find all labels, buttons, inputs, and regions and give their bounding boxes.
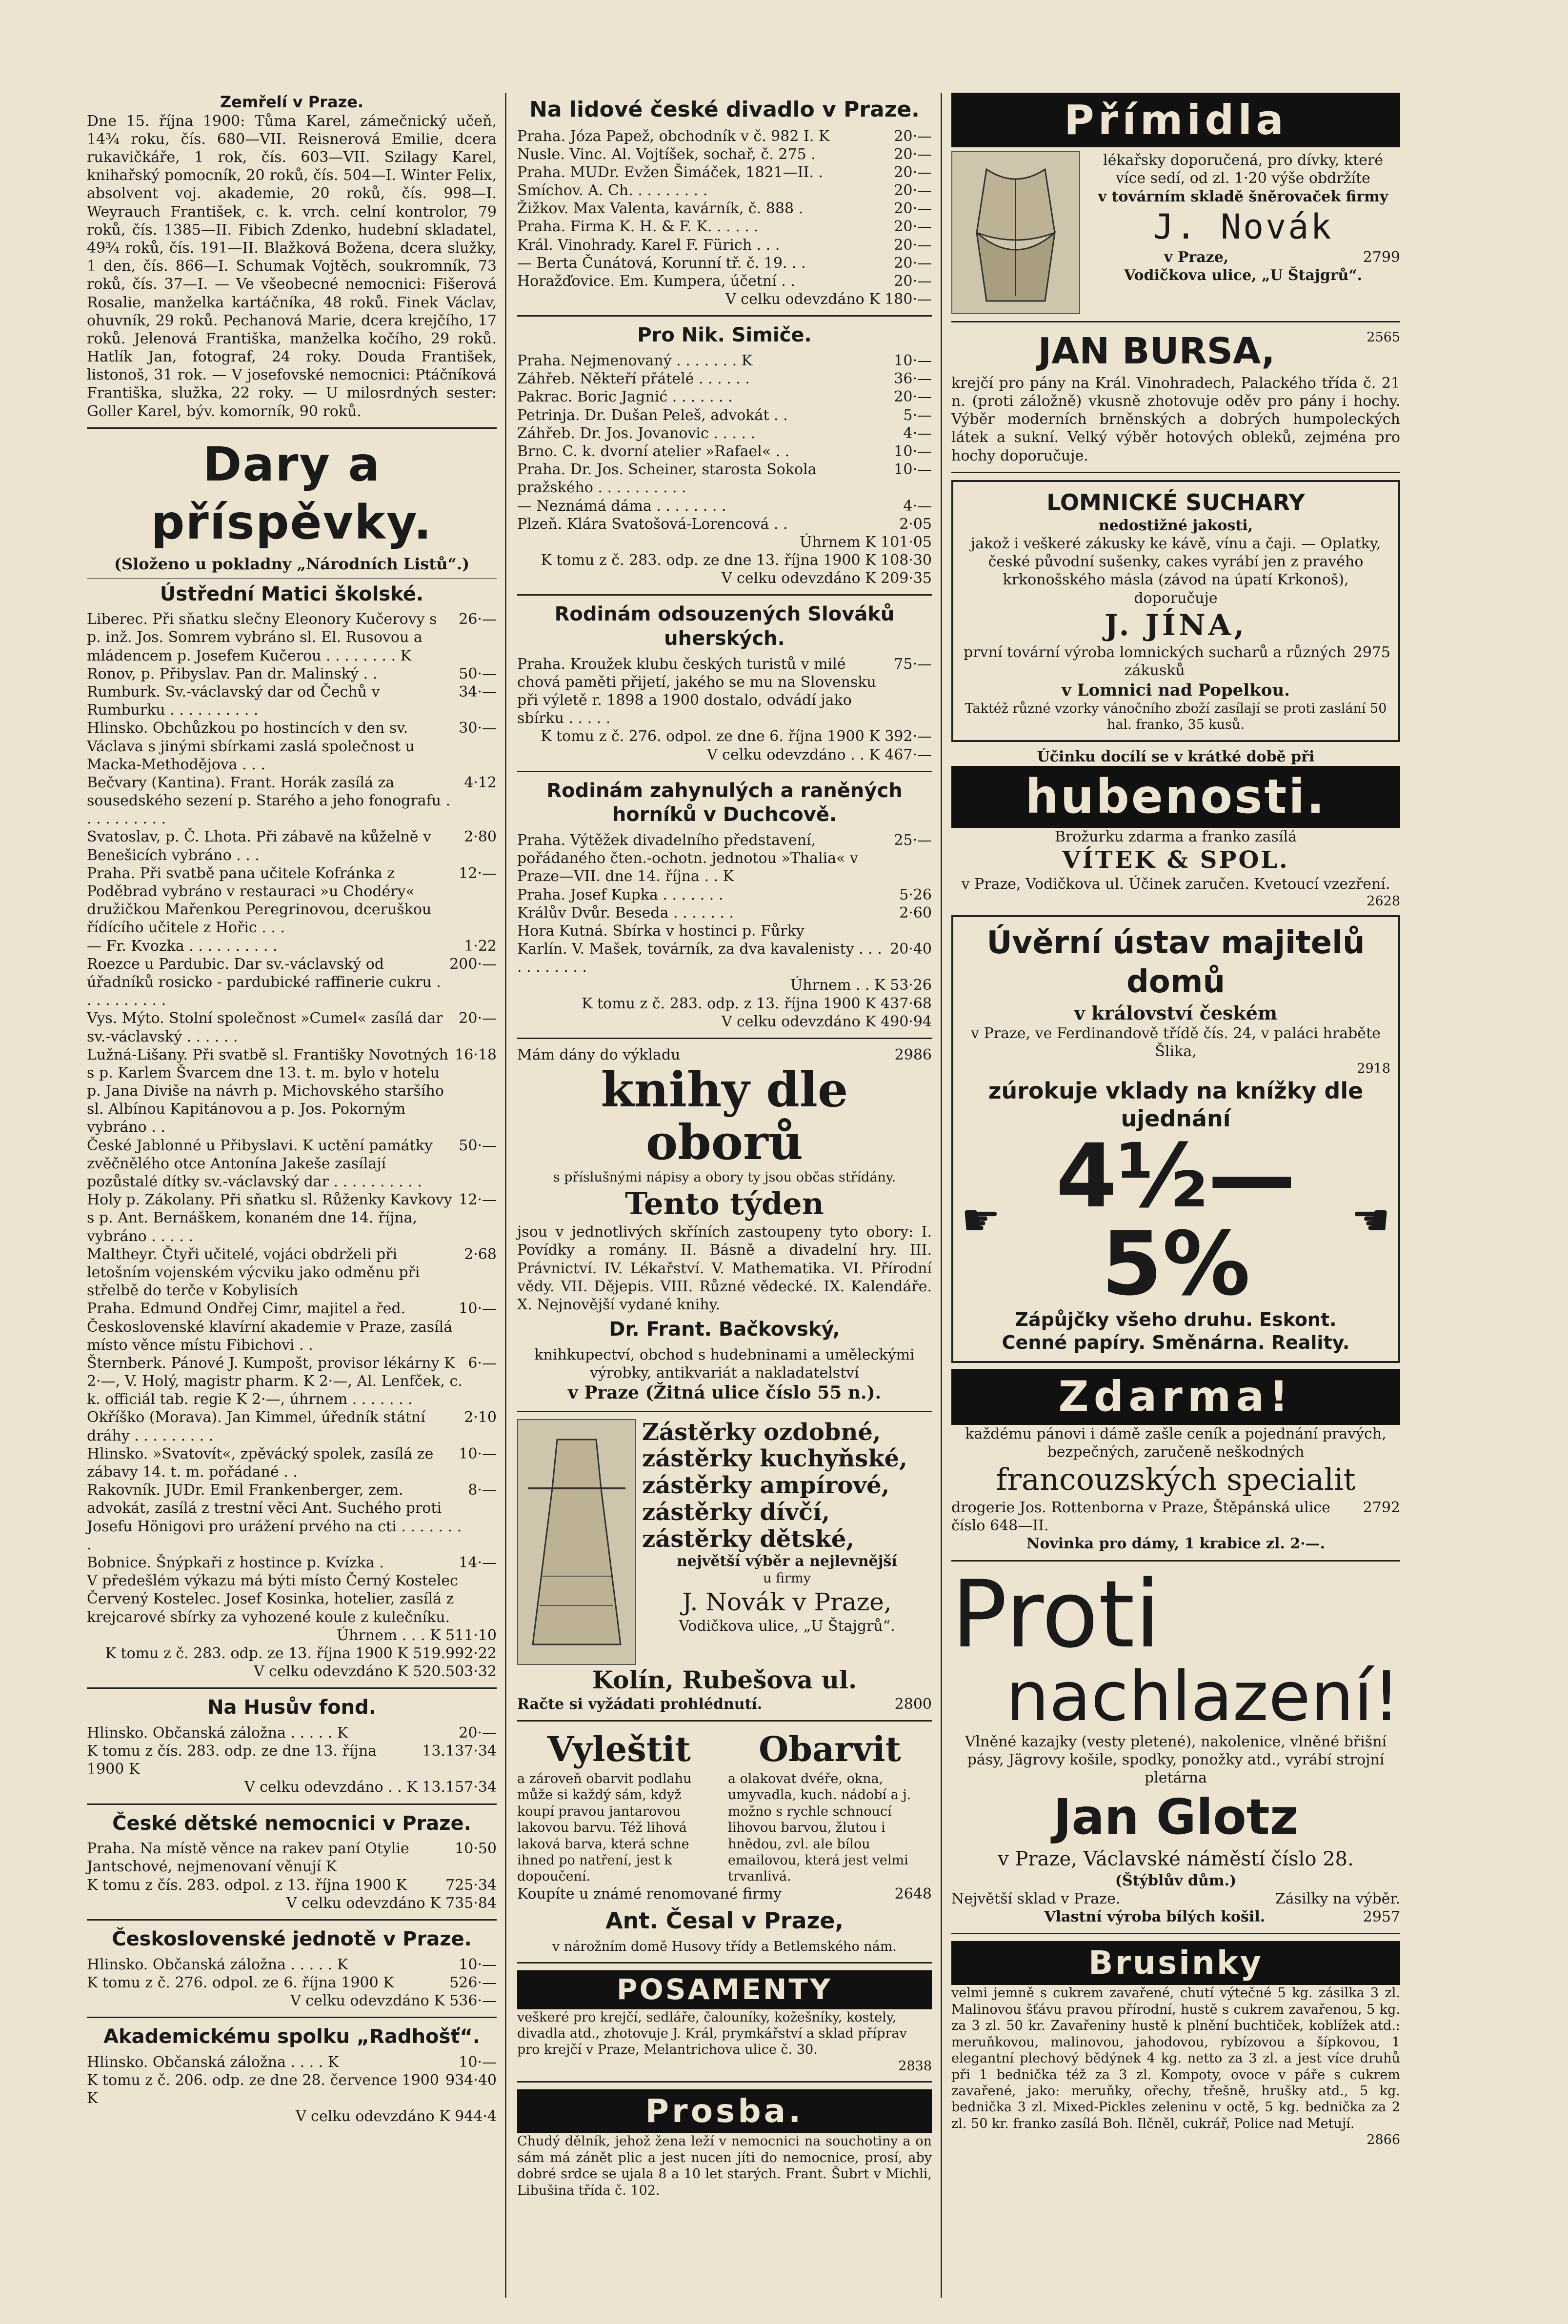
glotz-text: Vlněné kazajky (vesty pletené), nakolenice, vlněné břišní pásy, Jägrovy košile, spodky, ponožky atd., vyrábí strojní pletárna: [965, 1733, 1387, 1787]
donation-row: Liberec. Při sňatku slečny Eleonory Kučerovy s p. inž. Jos. Somrem vybráno sl. El. Rusovou a mládencem p. Josefem Kučerou . . . . . . . . K 26·—: [87, 611, 497, 664]
zasterky-address: Vodičkova ulice, „U Štajgrů“.: [679, 1617, 895, 1635]
total-line: Úhrnem . . K 53·26: [790, 977, 932, 994]
zdarma-row: [951, 1499, 1400, 1535]
donation-row: Král. Vinohrady. Karel F. Fürich . . . 20·—: [517, 236, 932, 254]
donation-row: Praha. Josef Kupka . . . . . . . 5·26: [517, 886, 932, 903]
donation-row: Brno. C. k. dvorní atelier »Rafael« . . 10·—: [517, 442, 932, 460]
hubenost-firm: VÍTEK & SPOL.: [1062, 846, 1289, 874]
total-line: V celku odevzdáno . . K 467·—: [706, 746, 932, 763]
knihy-heading: knihy dle oborů: [601, 1062, 848, 1171]
apron-icon: [528, 1430, 625, 1654]
glotz-heading: Jan Glotz: [1053, 1788, 1298, 1846]
bursa-text: krejčí pro pány na Král. Vinohradech, Palackého třída č. 21 n. (proti záložně) vkusně zhotovuje oděv pro pány i hochy. Výběr moderních brněnských a dobrých humpoleckých látek a sukní. Velký výběr hotových obleků, zejména pro hochy doporučuje.: [951, 374, 1400, 464]
suchary-ad: [951, 480, 1400, 742]
divider: [951, 321, 1400, 322]
backovsky-text: knihkupectví, obchod s hudebninami a uměleckými výrobky, antikvariát a nakladatelství: [534, 1346, 915, 1382]
zemreli-heading: Zemřelí v Praze.: [220, 93, 364, 111]
donation-row: Králův Dvůr. Beseda . . . . . . . 2·60: [517, 904, 932, 922]
cesal-heading: Ant. Česal v Praze,: [605, 1907, 844, 1934]
ad-number: 2957: [1363, 1908, 1400, 1926]
zasterky-line: zástěrky ampírové,: [642, 1472, 890, 1500]
apron-illustration: [517, 1419, 636, 1665]
donation-row: Bečvary (Kantina). Frant. Horák zasílá za sousedského sezení p. Starého a jeho fonografu . . . . . . . . . . 4·12: [87, 774, 497, 828]
obarvit-heading: Obarvit: [759, 1728, 901, 1769]
suchary-firm: J. JÍNA,: [1104, 608, 1247, 642]
glotz-row: [951, 1890, 1400, 1908]
donation-row: K tomu z č. 206. odp. ze dne 28. července 1900 K 934·40: [87, 2071, 497, 2107]
knihy-intro: Mám dány do výkladu: [517, 1046, 681, 1064]
donation-row: Záhřeb. Dr. Jos. Jovanovic . . . . . 4·—: [517, 424, 932, 442]
vylestit-ad: [517, 1728, 932, 1885]
donation-row: K tomu z č. 276. odpol. ze 6. října 1900 K 526·—: [87, 1974, 497, 1991]
column-left: [87, 93, 497, 2125]
suchary-footer: Taktéž různé vzorky vánočního zboží zasílají se proti zaslání 50 hal. franko, 35 kusů.: [965, 701, 1387, 733]
donation-row: Horažďovice. Em. Kumpera, účetní . . 20·—: [517, 273, 932, 290]
donation-row: Smíchov. A. Ch. . . . . . . . . 20·—: [517, 182, 932, 200]
donation-row: Praha. Na místě věnce na rakev paní Otylie Jantschové, nejmenovaní věnují K 10·50: [87, 1840, 497, 1876]
divider: [517, 2081, 932, 2083]
divider: [87, 1919, 497, 1921]
deti-heading: České dětské nemocnici v Praze.: [112, 1812, 471, 1835]
donation-row: Plzeň. Klára Svatošová-Lorencová . . 2·05: [517, 515, 932, 533]
divider: [517, 315, 932, 317]
donation-row: Holy p. Zákolany. Při sňatku sl. Růženky Kavkovy s p. Ant. Bernáškem, konaném dne 14. října, vybráno . . . . . 12·—: [87, 1191, 497, 1245]
knihy-top-row: [517, 1046, 932, 1064]
zdarma-heading: Zdarma!: [951, 1369, 1400, 1425]
donation-row: České Jablonné u Přibyslavi. K uctění památky zvěčnělého otce Antonína Jakeše zasílají pozůstalé dítky sv.-václavský dar . . . . . . . . . . 50·—: [87, 1137, 497, 1190]
uver-rate-row: [961, 1125, 1390, 1315]
glotz-address2: (Štýblův dům.): [1115, 1872, 1237, 1889]
ad-number: 2918: [1357, 1061, 1390, 1077]
total-line: V celku odevzdáno K 944·4: [295, 2108, 497, 2125]
backovsky-heading: Dr. Frant. Bačkovský,: [609, 1318, 840, 1341]
ad-number: 2628: [1367, 893, 1400, 909]
bursa-heading: JAN BURSA,: [1038, 330, 1275, 373]
vylestit-foot: Koupíte u známé renomované firmy: [517, 1885, 782, 1903]
ad-number: 2799: [1363, 248, 1400, 266]
posamenty-text: veškeré pro krejčí, sedláře, čalouníky, kožešníky, kostely, divadla atd., zhotovuje J. Král, prymkářství a sklad příprav pro krejčí v Praze, Melantrichova ulice č. 30.: [517, 2009, 907, 2058]
zasterky-kolin: Kolín, Rubešova ul.: [592, 1665, 857, 1694]
corset-icon: [962, 160, 1069, 306]
brusinky-heading: Brusinky: [951, 1941, 1400, 1985]
proti-heading: Proti: [951, 1560, 1161, 1668]
donation-row: Hlinsko. Obchůzkou po hostincích v den sv. Václava s jinými sbírkami zaslá společnost u Macka-Methodějova . . . 30·—: [87, 720, 497, 773]
column-divider: [505, 93, 506, 2298]
uver-pujcky: Zápůjčky všeho druhu. Eskont.: [1015, 1308, 1337, 1330]
primidla-text: lékařsky doporučená, pro dívky, které více sedí, od zl. 1·20 výše obdržíte: [1103, 152, 1384, 187]
corset-illustration: [951, 151, 1080, 314]
primidla-text-block: [1086, 151, 1400, 314]
posamenty-heading: POSAMENTY: [517, 1970, 932, 2009]
total-line: V celku odevzdáno K 735·84: [286, 1894, 497, 1912]
donation-row: Okříško (Morava). Jan Kimmel, úředník státní dráhy . . . . . . . . . 2·10: [87, 1409, 497, 1444]
hus-heading: Na Husův fond.: [207, 1696, 376, 1719]
total-line: K tomu z č. 283. odp. ze 13. října 1900 K 519.992·22: [105, 1644, 497, 1662]
zasterky-firm: J. Novák v Praze,: [682, 1587, 892, 1616]
matice-heading: Ústřední Matici školské.: [160, 582, 424, 605]
divider: [517, 771, 932, 772]
tyden-text: jsou v jednotlivých skříních zastoupeny tyto obory: I. Povídky a romány. II. Básně a divadelní hry. III. Právnictví. IV. Lékařství. V. Mathematika. VI. Přírodní vědy. VII. Dějepis. VIII. Různé vědecké. IX. Kalendáře. X. Nejnovější vydané knihy.: [517, 1223, 932, 1313]
donation-row: Praha. Kroužek klubu českých turistů v milé chová paměti přijetí, jakého se mu na Slovensku při výletě r. 1898 a 1900 dostalo, odvádí jako sbírku . . . . . 75·—: [517, 655, 932, 727]
donation-row: Praha. Nejmenovaný . . . . . . . K 10·—: [517, 352, 932, 370]
divadlo-heading: Na lidové české divadlo v Praze.: [529, 97, 920, 122]
ad-number: 2565: [1367, 330, 1400, 345]
zemreli-text: Dne 15. října 1900: Tůma Karel, zámečnický učeň, 14¾ roku, čís. 680—VII. Reisnerová Emilie, dcera rukavičkáře, 1 rok, čís. 603—VII. Szilagy Karel, knihařský pomocník, 20 roků, čís. 504—I. Winter Felix, absolvent voj. akademie, 20 roků, čís. 998—I. Weyrauch František, c. k. vrch. celní kontrolor, 79 roků, čís. 1385—II. Fibich Zdenko, hudební skladatel, 49¾ roků, čís. 191—II. Blažková Božena, dcera služky, 1 den, čís. 866—I. Schumak Vojtěch, soukromník, 73 roků, čís. 37—I. — Ve všeobecné nemocnici: Fišerová Rosalie, manželka kartáčníka, 48 roků. Finek Václav, ohuvník, 29 roků. Pechanová Marie, dcera krejčího, 17 roků. Jelenová Františka, manželka kočího, 29 roků. Hatlík Jan, fotograf, 24 roky. Douda František, listonoš, 31 rok. — V josefovské nemocnici: Ptáčníková Františka, služka, 22 roky. — U milosrdných sester: Goller Karel, býv. komorník, 90 roků.: [87, 112, 497, 420]
donation-row: Rumburk. Sv.-václavský dar od Čechů v Rumburku . . . . . . . . . . 34·—: [87, 683, 497, 719]
glotz-zasilky: Zásilky na výběr.: [1275, 1890, 1400, 1907]
suchary-text2: první tovární výroba lomnických sucharů a různých zákusků: [964, 644, 1346, 680]
donation-row: Pakrac. Boric Jagnić . . . . . . . 20·—: [517, 388, 932, 406]
total-line: V celku odevzdáno K 520.503·32: [254, 1663, 497, 1681]
donation-row: Praha. Výtěžek divadelního představení, pořádaného čten.-ochotn. jednotou »Thalia« v Praze—VII. dne 14. října . . K 25·—: [517, 831, 932, 885]
donation-row: Karlín. V. Mašek, továrník, za dva kavalenisty . . . . . . . . . . . 20·40: [517, 941, 932, 976]
zasterky-ad: [517, 1419, 932, 1665]
hubenost-intro: Účinku docílí se v krátké době při: [1037, 748, 1315, 765]
hubenost-heading: hubenosti.: [951, 766, 1400, 828]
ad-number: 2800: [894, 1695, 932, 1713]
total-line: K tomu z č. 283. odp. ze dne 13. října 1900 K 108·30: [541, 552, 932, 569]
matice-list: [87, 610, 497, 1626]
total-line: Úhrnem K 101·05: [800, 533, 932, 551]
zdarma-novinka: Novinka pro dámy, 1 krabice zl. 2·—.: [1026, 1535, 1326, 1553]
zasterky-line: Zástěrky ozdobné,: [642, 1418, 881, 1446]
donation-row: Bobnice. Šnýpkaři z hostince p. Kvízka . 14·—: [87, 1554, 497, 1571]
ad-number: 2866: [1367, 2132, 1400, 2148]
donation-row: Vys. Mýto. Stolní společnost »Cumel« zasílá dar sv.-václavský . . . . . . 20·—: [87, 1010, 497, 1045]
ad-number: 2648: [894, 1885, 932, 1903]
pointing-hand-left-icon: ☚: [1351, 1195, 1390, 1246]
zasterky-footer: [517, 1695, 932, 1713]
duchcov-heading: Rodinám zahynulých a raněných horníků v Duchcově.: [546, 779, 903, 826]
zasterky-text-block: [642, 1419, 932, 1665]
donation-row: Petrinja. Dr. Dušan Peleš, advokát . . 5·—: [517, 406, 932, 424]
hubenost-subheading: Brožurku zdarma a franko zasílá: [1054, 828, 1297, 845]
primidla-heading: Přímidla: [951, 93, 1400, 147]
divider: [87, 2017, 497, 2018]
divider: [517, 1962, 932, 1963]
divider: [951, 1933, 1400, 1934]
donation-row: — Fr. Kvozka . . . . . . . . . . 1·22: [87, 937, 497, 955]
donation-row: Žižkov. Max Valenta, kavárník, č. 888 . 20·—: [517, 200, 932, 218]
donation-row: Šternberk. Pánové J. Kumpošt, provisor lékárny K 2·—, V. Holý, magistr pharm. K 2·—, Al. Lenfček, c. k. officiál tab. regie K 2·—, úhrnem . . . . . . . 6·—: [87, 1354, 497, 1408]
nachlazeni-heading: nachlazení!: [1005, 1657, 1400, 1737]
ad-number: 2986: [894, 1046, 932, 1064]
ad-number: 2975: [1353, 644, 1390, 661]
zdarma-big: francouzských specialit: [996, 1462, 1356, 1498]
glotz-vlastni: Vlastní výroba bílých košil.: [1044, 1908, 1266, 1926]
uver-papiry: Cenné papíry. Směnárna. Reality.: [1002, 1332, 1350, 1354]
zasterky-vyber: největší výběr a nejlevnější: [677, 1553, 897, 1570]
zasterky-ufirmy: u firmy: [763, 1571, 811, 1586]
divider: [87, 1803, 497, 1805]
zasterky-line: zástěrky kuchyňské,: [642, 1445, 907, 1473]
divider: [517, 1038, 932, 1039]
donation-row: — Neznámá dáma . . . . . . . . 4·—: [517, 497, 932, 515]
uver-address: v Praze, ve Ferdinandově třídě čís. 24, v paláci hraběte Šlika,: [971, 1025, 1381, 1061]
zdarma-address: drogerie Jos. Rottenborna v Praze, Štěpánská ulice číslo 648—II.: [951, 1499, 1330, 1535]
primidla-sklad: v továrním skladě šněrovaček firmy: [1098, 188, 1388, 205]
primidla-address: Vodičkova ulice, „U Štajgrů“.: [1124, 266, 1363, 284]
zasterky-line: zástěrky dívčí,: [642, 1498, 830, 1526]
primidla-city-row: [1086, 248, 1400, 266]
uver-rate: 4½—5%: [1056, 1125, 1296, 1315]
suchary-text: jakož i veškeré zákusky ke kávě, vínu a čaji. — Oplatky, české původní sušenky, cakes vyrábí jen z pravého krkonošského másla (závod na úpatí Krkonoš), doporučuje: [970, 535, 1381, 607]
suchary-subheading: nedostižné jakosti,: [1098, 517, 1253, 534]
divider: [87, 578, 497, 579]
column-divider: [941, 93, 942, 2298]
total-line: Úhrnem . . . K 511·10: [336, 1626, 497, 1644]
donation-row: Hora Kutná. Sbírka v hostinci p. Fůrky: [517, 922, 804, 940]
donation-row: Hlinsko. Občanská záložna . . . . . K 10·—: [87, 1956, 497, 1973]
uver-subheading: v království českém: [1074, 1002, 1278, 1024]
donation-row: Nusle. Vinc. Al. Vojtíšek, sochař, č. 275 . 20·—: [517, 145, 932, 163]
total-line: V celku odevzdáno K 209·35: [721, 570, 932, 587]
bursa-head-row: [951, 329, 1400, 374]
donation-row: V předešlém výkazu má býti místo Černý Kostelec Červený Kostelec. Josef Kosinka, hotelier, zasílá z krejcarové sbírky za vyhozené koule z kulečníku.: [87, 1572, 458, 1626]
donation-row: Praha. Při svatbě pana učitele Kofránka z Poděbrad vybráno v restauraci »u Chodéry« družičkou Mařenkou Peregrinovou, dceruškou řídícího učitele z Hořic . . . 12·—: [87, 864, 497, 937]
donation-row: K tomu z čís. 283. odp. ze dne 13. října 1900 K 13.137·34: [87, 1743, 497, 1778]
donation-row: Praha. MUDr. Evžen Šimáček, 1821—II. . 20·—: [517, 163, 932, 181]
donation-row: Maltheyr. Čtyři učitelé, vojáci obdrželi při letošním vojenském výcviku jako odměnu při střelbě do terče v Kobylisích 2·68: [87, 1245, 497, 1300]
brusinky-text: velmi jemně s cukrem zavařené, chutí výtečné 5 kg. zásilka 3 zl. Malinovou šťávu pravou přírodní, hustě s cukrem zavařenou, 5 kg. za 3 zl. 50 kr. Zavařeniny hustě k plnění buchtiček, koblížek atd.: meruňkovou, malinovou, jahodovou, rybízovou a šípkovou, 1 elegantní plechový bědýnek 4 kg. netto za 3 zl. a jest více druhů při 1 bednička též za 3 zl. Kompoty, ovoce v páře s cukrem zavařené, jako: meruňky, ořechy, třešně, hrušky atd., 5 kg. bednička 3 zl. Mixed-Pickles zeleninu v octě, 5 kg. bednička za 2 zl. 50 kr. franko zasílá Boh. Ilčněl, cukrář, Police nad Metují.: [951, 1985, 1400, 2131]
donation-row: Lužná-Lišany. Při svatbě sl. Františky Novotných s p. Karlem Švarcem dne 13. t. m. bylo v hotelu p. Jana Diviše na návrh p. Michovského staršího sl. Albínou Kapitánovou a p. Jos. Pokorným vybráno . . 16·18: [87, 1046, 497, 1136]
glotz-sklad: Největší sklad v Praze.: [951, 1890, 1121, 1907]
vylestit-footer: [517, 1885, 932, 1903]
divider: [517, 1411, 932, 1412]
tyden-heading: Tento týden: [625, 1186, 824, 1222]
divider: [951, 472, 1400, 473]
donation-row: Svatoslav, p. Č. Lhota. Při zábavě na kůželně v Benešicích vybráno . . . 2·80: [87, 828, 497, 864]
ad-number: 2838: [898, 2058, 932, 2074]
total-line: K tomu z č. 283. odp. z 13. října 1900 K 437·68: [582, 995, 932, 1012]
glotz-address: v Praze, Václavské náměstí číslo 28.: [998, 1848, 1354, 1871]
suchary-city: v Lomnici nad Popelkou.: [1061, 680, 1290, 700]
divider: [517, 1720, 932, 1722]
prosba-heading: Prosba.: [517, 2089, 932, 2133]
ad-number: 2792: [1363, 1499, 1400, 1517]
primidla-firm: J. Novák: [1153, 206, 1333, 247]
donation-row: Praha. Firma K. H. & F. K. . . . . . 20·—: [517, 218, 932, 236]
donation-row: Hlinsko. Občanská záložna . . . . K 10·—: [87, 2053, 497, 2071]
donation-row: Hlinsko. »Svatovít«, zpěvácký spolek, zasílá ze zábavy 14. t. m. pořádané . . 10·—: [87, 1445, 497, 1481]
prosba-text: Chudý dělník, jehož žena leží v nemocnici na souchotiny a on sám má zánět plic a jest nucen jíti do nemocnice, prosí, aby dobré srdce se ujala 8 a 10 let starých. Frant. Šubrt v Michli, Libušina třída č. 102.: [517, 2134, 932, 2198]
total-line: V celku odevzdáno K 180·—: [725, 291, 932, 308]
donation-row: Rakovník. JUDr. Emil Frankenberger, zem. advokát, zasílá z trestní věci Ant. Suchého proti Josefu Hönigovi pro urážení prvého na cti . . . . . . . . 8·—: [87, 1482, 497, 1553]
total-line: K tomu z č. 276. odpol. ze dne 6. října 1900 K 392·—: [541, 728, 932, 745]
dary-subheading: (Složeno u pokladny „Národních Listů“.): [114, 554, 470, 573]
divider: [87, 427, 497, 429]
suchary-heading: LOMNICKÉ SUCHARY: [1046, 489, 1305, 516]
knihy-ad: [517, 1046, 932, 1404]
donation-row: Praha. Józa Papež, obchodník v č. 982 I. K 20·—: [517, 127, 932, 145]
donation-row: Roezce u Pardubic. Dar sv.-václavský od úřadníků rosicko - pardubické raffinerie cukru . . . . . . . . . . 200·—: [87, 955, 497, 1009]
cs-heading: Československé jednotě v Praze.: [112, 1927, 472, 1950]
uver-ad: [951, 915, 1400, 1363]
total-line: V celku odevzdáno K 536·—: [290, 1992, 497, 2009]
radhost-heading: Akademickému spolku „Radhošť“.: [103, 2025, 480, 2048]
vylestit-left: [517, 1728, 721, 1885]
donation-row: Hlinsko. Občanská záložna . . . . . K 20·—: [87, 1724, 497, 1742]
divider: [517, 594, 932, 596]
backovsky-address: v Praze (Žitná ulice číslo 55 n.).: [567, 1382, 882, 1403]
primidla-city: v Praze,: [1164, 248, 1229, 266]
suchary-row: [961, 643, 1390, 680]
zdarma-text: každému pánovi i dámě zašle ceník a pojednání pravých, bezpečných, zaručeně neškodných: [965, 1425, 1387, 1461]
obarvit-right: [728, 1728, 932, 1885]
donation-row: Záhřeb. Někteří přátelé . . . . . . 36·—: [517, 370, 932, 388]
slovaci-heading: Rodinám odsouzených Slováků uherských.: [554, 603, 895, 650]
glotz-row2: [951, 1908, 1400, 1926]
donation-row: — Berta Čunátová, Korunní tř. č. 19. . . 20·—: [517, 254, 932, 272]
donation-row: Praha. Dr. Jos. Scheiner, starosta Sokola pražského . . . . . . . . . . 10·—: [517, 461, 932, 497]
vylestit-text: a zároveň obarvit podlahu může si každý sám, když koupí pravou jantarovou lakovou barvu. Též lihová laková barva, která schne ihned po natření, jest k dopoučení.: [517, 1771, 692, 1884]
donation-row: K tomu z čís. 283. odpol. z 13. října 1900 K 725·34: [87, 1876, 497, 1894]
hubenost-text: v Praze, Vodičkova ul. Účinek zaručen. Kvetoucí vzezření.: [961, 875, 1390, 893]
zasterky-note: Račte si vyžádati prohlédnutí.: [517, 1695, 763, 1713]
cesal-address: v nárožním domě Husovy třídy a Betlemského nám.: [552, 1939, 897, 1955]
total-line: V celku odevzdáno . . K 13.157·34: [244, 1779, 497, 1796]
column-right: [951, 93, 1400, 2148]
zasterky-line: zástěrky dětské,: [642, 1525, 855, 1553]
primidla-ad: [951, 151, 1400, 314]
simice-heading: Pro Nik. Simiče.: [637, 324, 812, 347]
pointing-hand-icon: ☛: [961, 1195, 1001, 1246]
donation-row: Praha. Edmund Ondřej Cimr, majitel a řed. Československé klavírní akademie v Praze, zasílá místo věnce místu Fibichovi . . 10·—: [87, 1300, 497, 1354]
dary-heading: Dary a příspěvky.: [151, 437, 433, 550]
vylestit-heading: Vyleštit: [547, 1728, 691, 1769]
uver-zurok: zúrokuje vklady na knížky dle ujednání: [988, 1077, 1364, 1132]
total-line: V celku odevzdáno K 490·94: [721, 1013, 932, 1030]
divider: [87, 1687, 497, 1689]
knihy-subheading: s příslušnými nápisy a obory ty jsou občas střídány.: [553, 1169, 896, 1185]
donation-row: Ronov, p. Přibyslav. Pan dr. Malinský . . 50·—: [87, 665, 497, 682]
obarvit-text: a olakovat dvéře, okna, umyvadla, kuch. nádobí a j. možno s rychle schnoucí lihovou barvou, žlutou i hnědou, zvl. ale bílou emailovou, která jest velmi trvanlivá.: [728, 1771, 911, 1884]
column-middle: [517, 93, 932, 2199]
uver-heading: Úvěrní ústav majitelů domů: [986, 925, 1365, 1000]
